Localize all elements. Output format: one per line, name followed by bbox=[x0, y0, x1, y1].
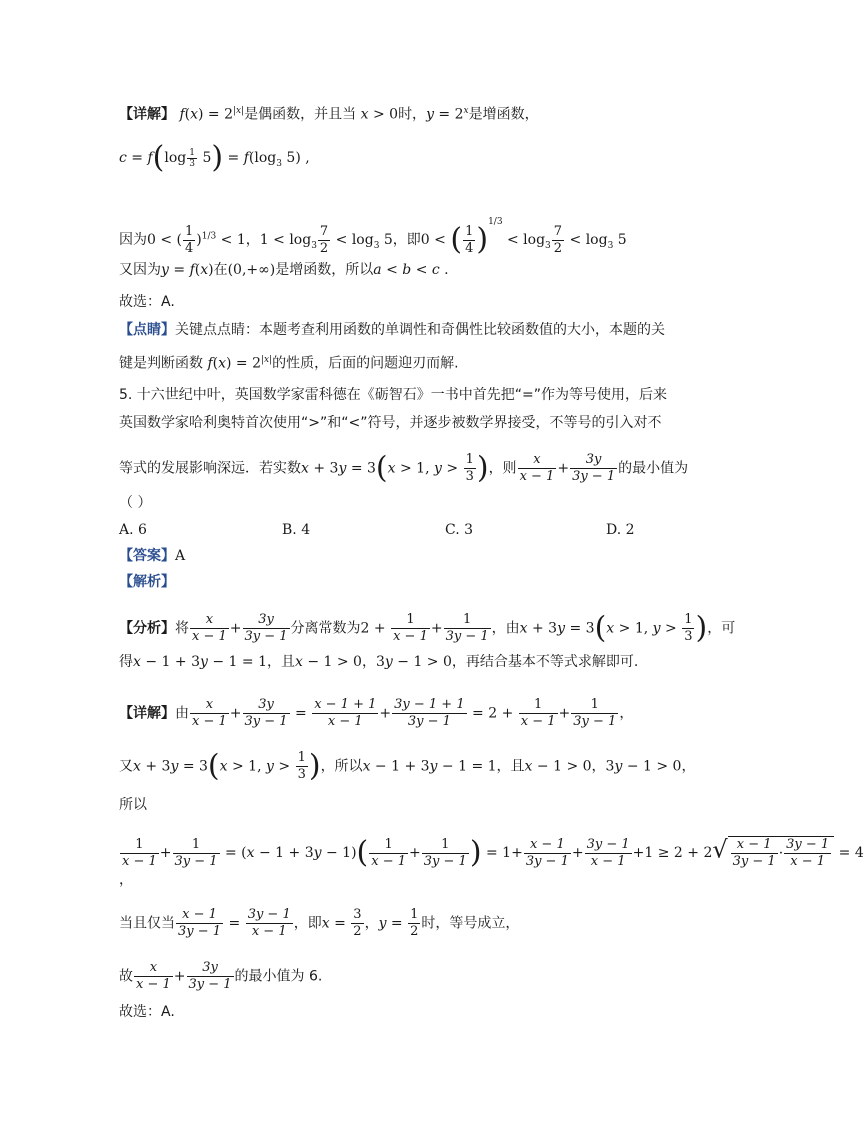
jiexi-line bbox=[119, 572, 175, 592]
option-b: B. 4 bbox=[282, 522, 311, 538]
question-5-paren: （ ） bbox=[119, 495, 152, 511]
answer-value: A bbox=[175, 548, 186, 564]
analysis-label: 【分析】 bbox=[119, 620, 175, 637]
question-5-line-3: 等式的发展影响深远．若实数x + 3y = 3(x > 1, y > $\frac{1}{3}$ )，则 $\frac{x}{x - 1}$ + $\frac{3y}{3y - 1}$ 的最小值为 bbox=[119, 450, 689, 486]
option-c: C. 3 bbox=[445, 522, 474, 538]
answer-line bbox=[119, 546, 185, 566]
dianjing-line-2: 键是判断函数 $f(x) = 2^{|x|}$的性质，后面的问题迎刃而解. bbox=[119, 355, 459, 372]
detail2-label: 【详解】 bbox=[119, 705, 175, 722]
detail-text: 是偶函数，并且当 bbox=[244, 106, 357, 123]
analysis-line-2: 得x − 1 + 3y − 1 = 1，且x − 1 > 0，3y − 1 > 0，再结合基本不等式求解即可. bbox=[119, 654, 639, 670]
detail2-line-equality: 当且仅当 $\frac{x - 1}{3y - 1}$ = $\frac{3y - 1}{x - 1}$ ，即x = $\frac{3}{2}$ ，y = $\frac{1}{2}$ 时，等号成立， bbox=[119, 907, 520, 939]
detail-line-2: c = f(log $\frac{1}{3}$ $5) = f(\log_3$ 5) , bbox=[119, 140, 310, 176]
detail-line-3: 因为0 < ( $\frac{1}{4}$ )$^{1/3}$ < 1，$1 < \log_3$ $\frac{7}{2}$ < $\log_3 5$，即0 < ( $\frac{1}{4}$ )$^{1/3} < \log_3$ $\frac{7}{2}$ < $\log_3 5$ bbox=[119, 217, 627, 257]
answer-label: 【答案】 bbox=[119, 548, 175, 564]
detail2-comma: ， bbox=[119, 872, 133, 888]
detail-line-4: 又因为y = f(x)在(0,+∞)是增函数，所以a < b < c . bbox=[119, 262, 449, 278]
detail-line-1: 【详解】 $f(x) = 2^{|x|}$是偶函数，并且当 x > 0时，$y = 2^x$是增函数， bbox=[119, 106, 539, 123]
option-a: A. 6 bbox=[119, 522, 147, 538]
detail2-line-inequality: $\frac{1}{x - 1}$ + $\frac{1}{3y - 1}$ = (x − 1 + 3y − 1)( $\frac{1}{x - 1}$ + $\frac{1}{3y - 1}$ ) = 1+ $\frac{x - 1}{3y - 1}$ + $\frac{3y - 1}{x - 1}$ +1 ≥ 2 + 2√ $\frac{x - 1}{3y - 1}$ · $\frac{3y - 1}{x - 1}$ = 4 bbox=[122, 835, 864, 870]
analysis-line-1: 【分析】将 $\frac{x}{x - 1}$ + $\frac{3y}{3y - 1}$ 分离常数为2 + $\frac{1}{x - 1}$ + $\frac{1}{3y - 1}$ ，由x + 3y = 3(x > 1, y > $\frac{1}{3}$ )，可 bbox=[119, 610, 736, 646]
dianjing-line-1: 【点睛】关键点点睛：本题考查利用函数的单调性和奇偶性比较函数值的大小，本题的关 bbox=[119, 322, 665, 338]
detail-choice: 故选：A. bbox=[119, 294, 175, 310]
option-d: D. 2 bbox=[606, 522, 635, 538]
detail2-line-2: 又x + 3y = 3(x > 1, y > $\frac{1}{3}$ )，所以x − 1 + 3y − 1 = 1，且x − 1 > 0，3y − 1 > 0， bbox=[119, 748, 696, 784]
detail2-line-conclusion: 故 $\frac{x}{x - 1}$ + $\frac{3y}{3y - 1}$ 的最小值为 6. bbox=[119, 960, 323, 992]
detail2-choice: 故选：A. bbox=[119, 1004, 175, 1020]
question-5-line-2: 英国数学家哈利奥特首次使用“>”和“<”符号，并逐步被数学界接受，不等号的引入对不 bbox=[119, 415, 662, 431]
detail2-line-1: 【详解】由 $\frac{x}{x - 1}$ + $\frac{3y}{3y - 1}$ = $\frac{x - 1 + 1}{x - 1}$ + $\frac{3y - 1 + 1}{3y - 1}$ = 2 + $\frac{1}{x - 1}$ + $\frac{1}{3y - 1}$ ， bbox=[119, 697, 634, 729]
dianjing-label: 【点睛】 bbox=[119, 322, 175, 338]
question-5-line-1: 5. 十六世纪中叶，英国数学家雷科德在《砺智石》一书中首先把“=”作为等号使用，后来 bbox=[119, 387, 668, 403]
detail-label: 【详解】 bbox=[119, 106, 175, 123]
jiexi-label: 【解析】 bbox=[119, 574, 175, 590]
detail2-suoyi: 所以 bbox=[119, 797, 147, 813]
